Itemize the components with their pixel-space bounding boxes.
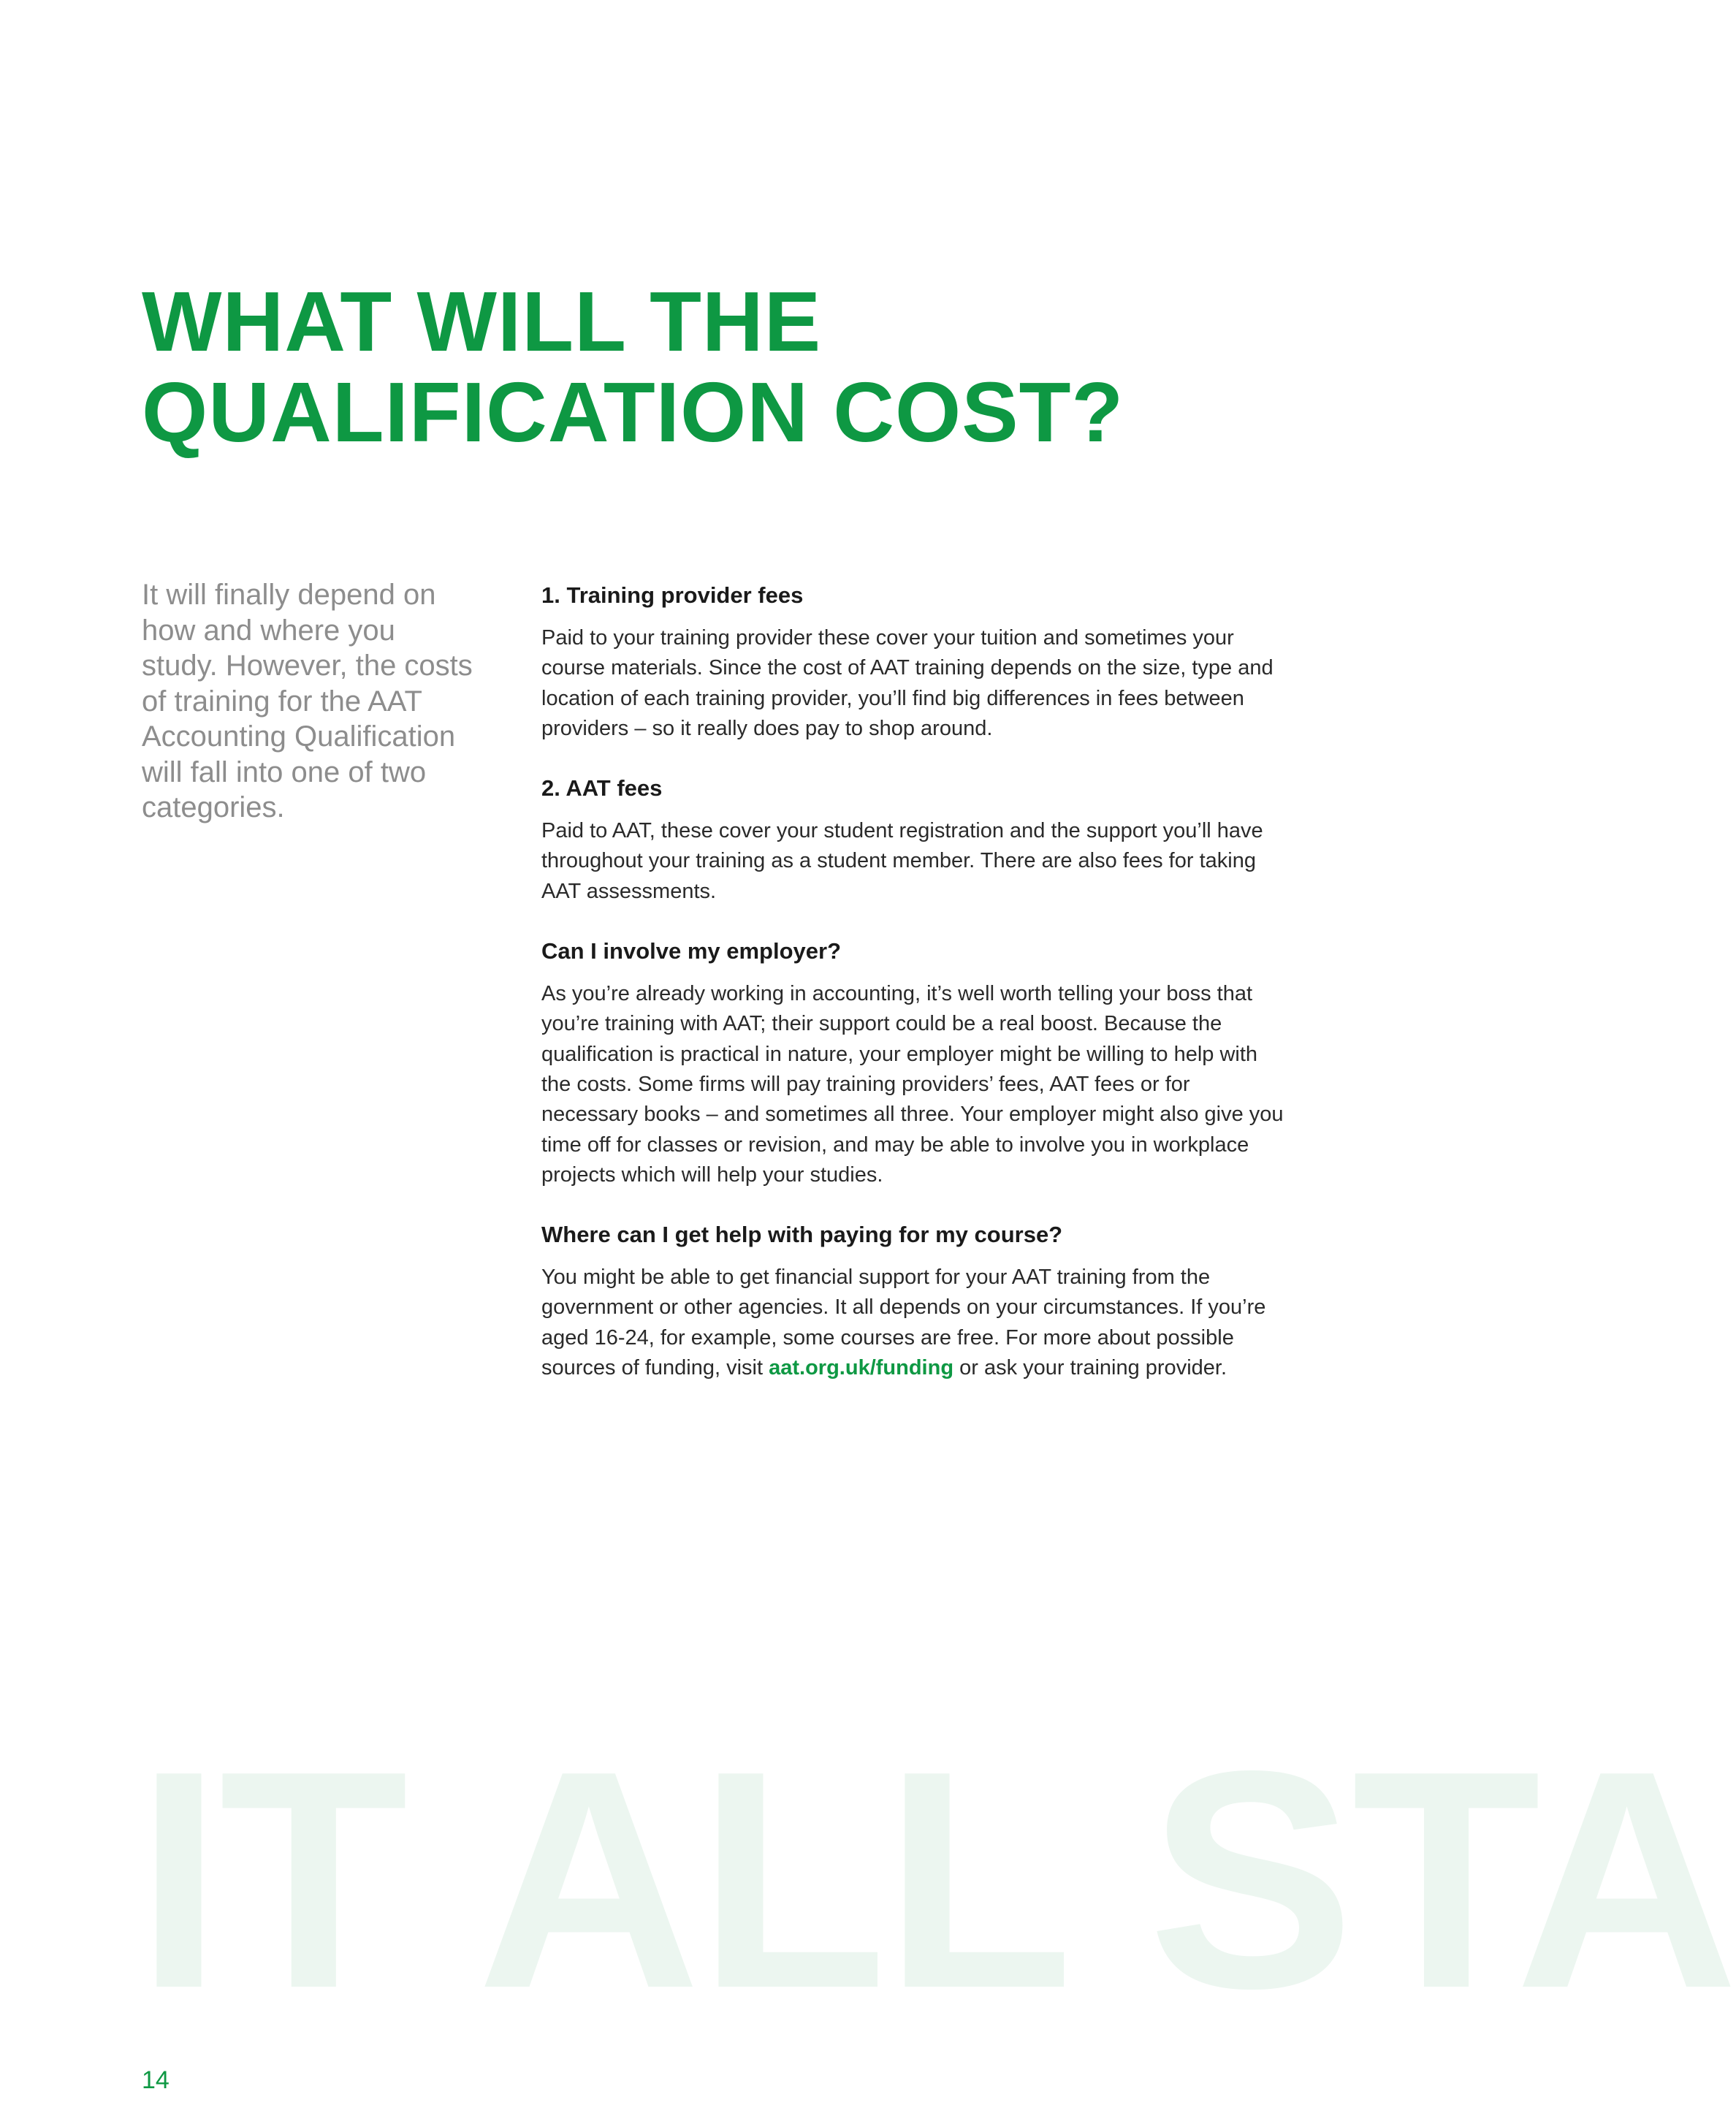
section-aat-fees	[541, 773, 1287, 907]
section-body-text: or ask your training provider.	[953, 1356, 1227, 1380]
page-title-line-1: WHAT WILL THE	[142, 274, 822, 369]
section-heading: 2. AAT fees	[541, 775, 663, 802]
page-number: 14	[142, 2066, 170, 2094]
section-help-paying	[541, 1219, 1287, 1383]
section-training-provider-fees	[541, 580, 1287, 744]
section-body: As you’re already working in accounting, it’s well worth telling your boss that you’re training with AAT; their support could be a real boost. Because the qualification is practical in nature, your employer might be willing to help with the costs. Some firms will pay training providers’ fees, AAT fees or for necessary books – and sometimes all three. Your employer might also give you time off for classes or revision, and may be able to involve you in workplace projects which will help your studies.	[541, 982, 1284, 1187]
funding-link[interactable]: aat.org.uk/funding	[769, 1356, 954, 1380]
section-body	[541, 1263, 1287, 1383]
section-body: Paid to AAT, these cover your student registration and the support you’ll have throughout your training as a student member. There are also fees for taking AAT assessments.	[541, 819, 1263, 903]
main-content	[541, 580, 1287, 1412]
section-body-text: You might be able to get financial support for your AAT training from the government or other agencies. It all depends on your circumstances. If you’re aged 16-24, for example, some courses are free. For more about possible sources of funding, visit	[541, 1266, 1266, 1380]
section-heading: 1. Training provider fees	[541, 582, 804, 608]
intro-text: It will finally depend on how and where you study. However, the costs of training for the AAT Accounting Qualification will fall into one of two categories.	[142, 579, 473, 823]
section-heading: Where can I get help with paying for my course?	[541, 1222, 1063, 1248]
section-involve-employer	[541, 936, 1287, 1190]
background-watermark: IT ALL STA	[136, 1706, 1736, 2052]
page-title-line-2: QUALIFICATION COST?	[142, 365, 1124, 460]
page-title	[142, 274, 1165, 460]
section-body: Paid to your training provider these cover your tuition and sometimes your course materials. Since the cost of AAT training depends on the size, type and location of each training provider, you’ll find big differences in fees between providers – so it really does pay to shop around.	[541, 626, 1274, 740]
section-heading: Can I involve my employer?	[541, 938, 842, 964]
